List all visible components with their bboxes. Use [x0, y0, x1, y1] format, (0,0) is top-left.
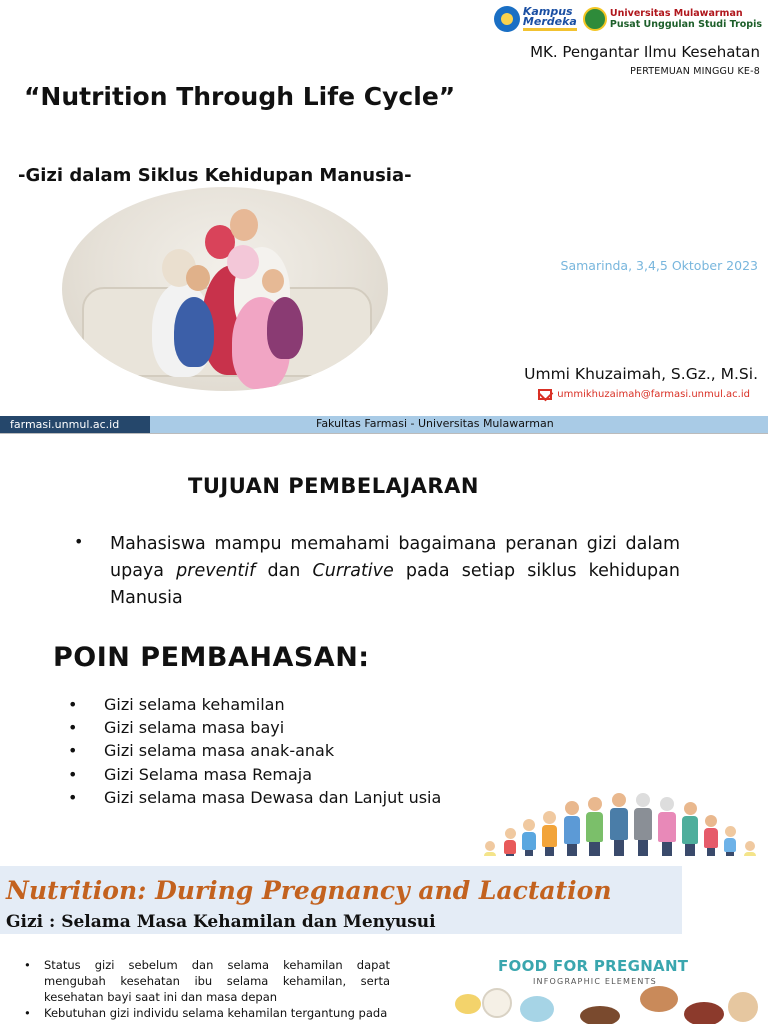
kampus-merdeka-emblem-icon — [494, 6, 520, 32]
unmul-line2: Pusat Unggulan Studi Tropis — [609, 19, 762, 30]
tujuan-text: Mahasiswa mampu memahami bagaimana peranan gizi dalam upaya preventif dan Currative pada setiap siklus kehidupan Manusia — [110, 534, 680, 608]
slide-subtitle: -Gizi dalam Siklus Kehidupan Manusia- — [18, 165, 412, 186]
family-photo — [62, 187, 388, 391]
preventif-term: preventif — [176, 561, 256, 581]
currative-term: Currative — [312, 561, 394, 581]
infographic-subtitle: INFOGRAPHIC ELEMENTS — [533, 977, 657, 986]
objectives-slide — [0, 434, 768, 856]
tujuan-bullet: • — [74, 532, 84, 551]
list-item: • Gizi selama masa bayi — [68, 718, 285, 738]
author-name: Ummi Khuzaimah, S.Gz., M.Si. — [524, 365, 758, 383]
footer-faculty: Fakultas Farmasi - Universitas Mulawarman — [316, 417, 554, 430]
author-email[interactable]: ummikhuzaimah@farmasi.unmul.ac.id — [557, 389, 750, 400]
unmul-logo — [583, 7, 762, 31]
list-item: • Gizi selama kehamilan — [68, 695, 285, 714]
footer-website[interactable]: farmasi.unmul.ac.id — [0, 416, 150, 433]
kampus-merdeka-logo — [494, 6, 577, 32]
poin-list — [68, 693, 441, 809]
author-email-row — [538, 389, 750, 400]
list-item: • Gizi selama masa anak-anak — [68, 741, 335, 761]
header-logos — [494, 6, 762, 32]
kampus-merdeka-line2: Merdeka — [522, 15, 577, 28]
unmul-emblem-icon — [583, 7, 607, 31]
tujuan-heading: TUJUAN PEMBELAJARAN — [188, 474, 479, 498]
list-item: • Gizi Selama masa Remaja — [68, 764, 312, 784]
list-item: • Status gizi sebelum dan selama kehamilan dapat mengubah kesehatan ibu selama kehamilan, serta kesehatan bayi saat ini dan masa depan — [24, 958, 390, 1004]
kampus-merdeka-line1: Kampus — [522, 5, 573, 18]
slide-subtitle: Gizi : Selama Masa Kehamilan dan Menyusui — [6, 912, 436, 932]
slide-title: Nutrition: During Pregnancy and Lactation — [6, 876, 612, 905]
pregnancy-bullets — [24, 957, 390, 1021]
list-item: • Kebutuhan gizi individu selama kehamilan tergantung pada — [24, 1006, 388, 1020]
title-band — [0, 866, 682, 934]
event-date: Samarinda, 3,4,5 Oktober 2023 — [560, 258, 758, 273]
slide-title: “Nutrition Through Life Cycle” — [24, 82, 456, 111]
gmail-icon — [538, 389, 552, 400]
poin-heading: POIN PEMBAHASAN: — [53, 642, 370, 673]
slide-footer — [0, 416, 768, 433]
course-name: MK. Pengantar Ilmu Kesehatan — [530, 43, 760, 61]
infographic-title: FOOD FOR PREGNANT — [498, 957, 689, 975]
meeting-label: PERTEMUAN MINGGU KE-8 — [630, 66, 760, 77]
unmul-line1: Universitas Mulawarman — [609, 8, 743, 19]
list-item: • Gizi selama masa Dewasa dan Lanjut usia — [68, 787, 442, 807]
pregnancy-slide — [0, 856, 768, 1024]
title-slide — [0, 0, 768, 434]
life-cycle-illustration — [480, 790, 762, 860]
